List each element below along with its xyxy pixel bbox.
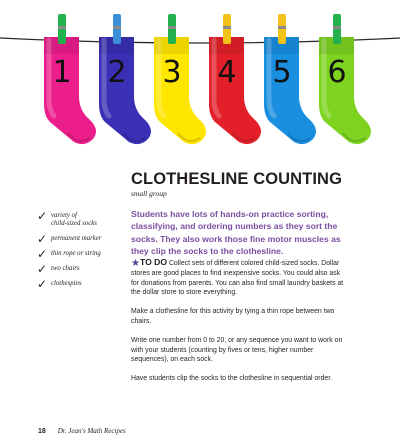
material-text: two chairs xyxy=(51,265,80,272)
sock-number: 2 xyxy=(107,55,127,90)
material-item xyxy=(37,262,127,276)
materials-list xyxy=(37,209,127,295)
material-text: permanent marker xyxy=(51,235,102,242)
intro-paragraph: Students have lots of hands-on practice sorting, classifying, and ordering numbers as they sort the socks. They also work those fine motor muscles as they clip the socks to the clothesline. xyxy=(131,209,341,256)
sock-number: 5 xyxy=(272,55,292,90)
sock-1 xyxy=(44,14,96,144)
sock-number: 6 xyxy=(327,55,347,90)
material-item xyxy=(37,247,127,261)
material-text: variety of xyxy=(51,212,77,219)
star-icon: ★ xyxy=(131,258,140,269)
sock-5 xyxy=(264,14,316,144)
sock-number: 4 xyxy=(217,55,237,90)
todo-label: TO DO xyxy=(139,257,168,267)
sock-number: 1 xyxy=(52,55,72,90)
material-text: child-sized socks xyxy=(51,220,97,227)
socks-on-clothesline-illustration xyxy=(0,0,400,165)
check-icon: ✓ xyxy=(37,262,48,276)
sock-3 xyxy=(154,14,206,144)
material-item xyxy=(37,232,127,246)
page-footer xyxy=(38,427,126,435)
subtitle: small group xyxy=(131,189,167,198)
check-icon: ✓ xyxy=(37,277,48,291)
instructions xyxy=(131,258,347,393)
check-icon: ✓ xyxy=(37,232,48,246)
sock-number: 3 xyxy=(162,55,182,90)
material-text: clothespins xyxy=(51,280,82,287)
page-number: 18 xyxy=(38,428,46,435)
material-item xyxy=(37,209,127,228)
paragraph-numbers: Write one number from 0 to 20, or any sequence you want to work on with your students (counting by fives or tens, higher number sequences), on each sock. xyxy=(131,336,343,364)
page-title: CLOTHESLINE COUNTING xyxy=(131,170,342,188)
book-title: Dr. Jean's Math Recipes xyxy=(57,427,126,435)
material-text: thin rope or string xyxy=(51,250,101,257)
todo-paragraph xyxy=(131,258,347,298)
sock-4 xyxy=(209,14,261,144)
check-icon: ✓ xyxy=(37,247,48,261)
sock-6 xyxy=(319,14,371,144)
material-item xyxy=(37,277,127,291)
check-icon: ✓ xyxy=(37,209,48,223)
paragraph-clothesline: Make a clothesline for this activity by tying a thin rope between two chairs. xyxy=(131,308,335,325)
todo-text: Collect sets of different colored child-sized socks. Dollar stores are good places to find inexpensive socks. You could also ask for donations from parents. You can also find small laundry baskets at the dollar store to store everything. xyxy=(131,260,344,297)
sock-2 xyxy=(99,14,151,144)
paragraph-clip: Have students clip the socks to the clothesline in sequential order. xyxy=(131,375,333,383)
